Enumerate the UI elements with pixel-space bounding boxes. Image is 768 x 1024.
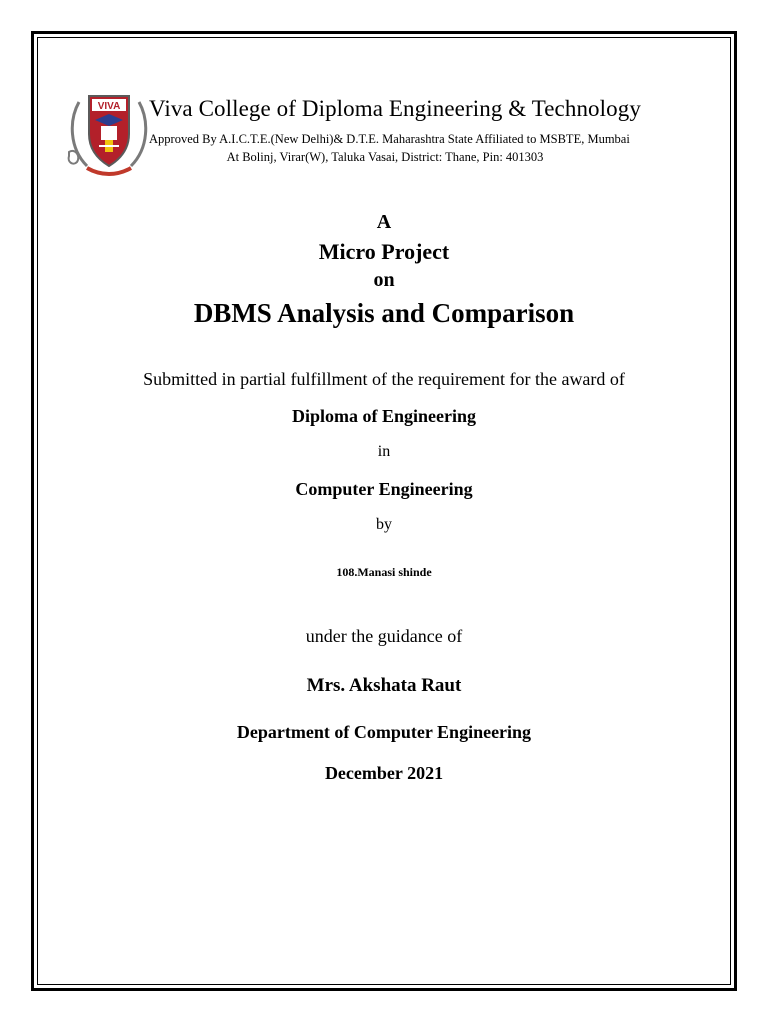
in-text: in: [377, 443, 391, 460]
by-text: by: [376, 516, 392, 533]
title-micro-project: Micro Project: [318, 239, 450, 264]
guide-name: Mrs. Akshata Raut: [306, 675, 462, 696]
logo-text: VIVA: [97, 101, 121, 112]
department-name: Department of Computer Engineering: [236, 722, 532, 742]
project-title: DBMS Analysis and Comparison: [193, 298, 575, 328]
college-name: Viva College of Diploma Engineering & Technology: [149, 96, 641, 121]
submission-statement: Submitted in partial fulfillment of the requirement for the award of: [143, 369, 625, 389]
guidance-statement: under the guidance of: [305, 626, 463, 646]
student-name: 108.Manasi shinde: [336, 565, 432, 579]
college-approval: Approved By A.I.C.T.E.(New Delhi)& D.T.E. Maharashtra State Affiliated to MSBTE, Mumbai: [149, 132, 630, 146]
college-header: [65, 90, 705, 180]
branch-name: Computer Engineering: [295, 479, 473, 499]
title-on: on: [373, 269, 395, 291]
submission-date: December 2021: [324, 763, 444, 783]
title-line-a: A: [376, 211, 392, 233]
award-name: Diploma of Engineering: [291, 406, 476, 426]
college-address: At Bolinj, Virar(W), Taluka Vasai, District: Thane, Pin: 401303: [226, 150, 544, 164]
